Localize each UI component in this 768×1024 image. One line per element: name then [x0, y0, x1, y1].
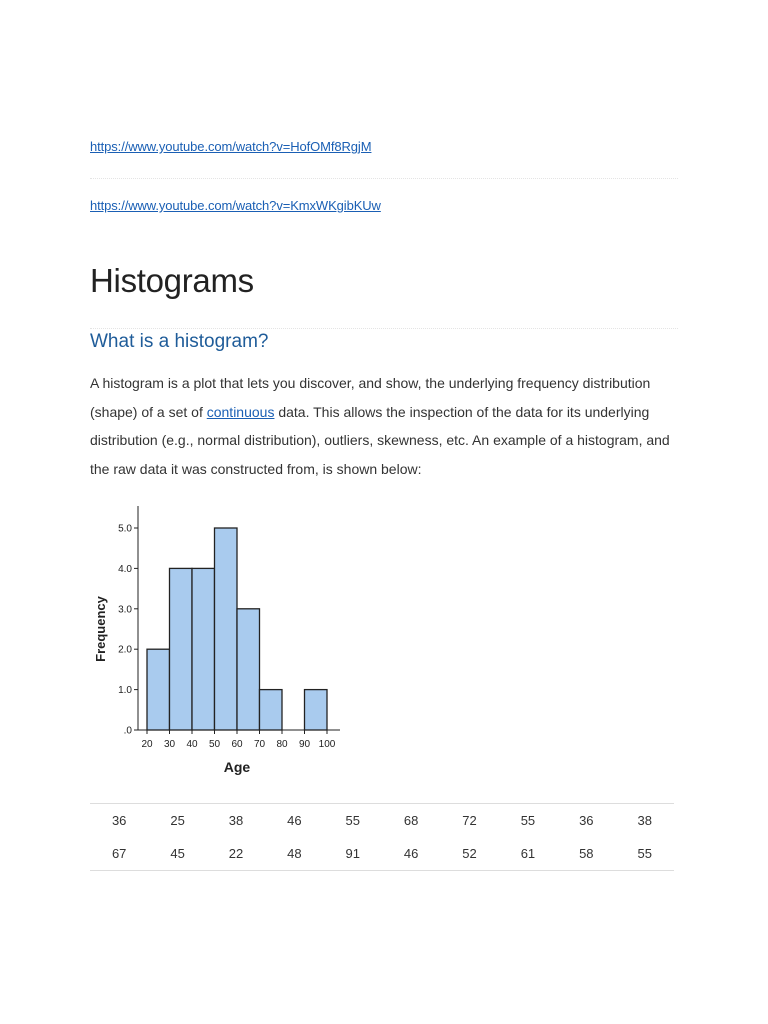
y-tick-label: .0 [123, 725, 132, 737]
x-tick-label: 50 [208, 739, 221, 750]
table-cell: 52 [462, 846, 477, 861]
table-cell: 38 [637, 813, 652, 828]
x-tick-label: 40 [186, 739, 198, 750]
table-cell: 46 [403, 846, 419, 861]
table-cell: 58 [579, 846, 594, 861]
y-tick-label: 3.0 [118, 604, 132, 616]
table-cell: 22 [228, 846, 244, 861]
section-heading: What is a histogram? [90, 331, 269, 352]
table-cell: 36 [111, 813, 127, 828]
continuous-link[interactable]: continuous [206, 403, 275, 420]
intro-paragraph [90, 369, 690, 483]
table-cell: 55 [345, 813, 360, 828]
raw-data-table [90, 803, 674, 871]
table-row [90, 837, 674, 871]
divider [90, 178, 678, 179]
y-tick-label: 4.0 [118, 563, 132, 575]
table-cell: 38 [228, 813, 244, 828]
histogram-bar [237, 609, 260, 730]
histogram-bar [147, 649, 170, 730]
table-cell: 48 [287, 846, 302, 861]
x-tick-label: 100 [318, 739, 336, 750]
histogram-bar [215, 528, 238, 730]
histogram-bar [192, 568, 215, 730]
youtube-link-2[interactable]: https://www.youtube.com/watch?v=KmxWKgibKUw [90, 198, 381, 213]
histogram-bar [305, 690, 328, 730]
intro-text-after: data. This allows the inspection of the data for its underlying distribution (e.g., normal distribution), outliers, skewness, etc. An example of a histogram, and the raw data it was constructed from, is shown below: [90, 403, 670, 477]
x-tick-label: 80 [276, 739, 288, 750]
divider [90, 328, 678, 329]
table-cell: 91 [345, 846, 360, 861]
table-cell: 67 [111, 846, 127, 861]
histogram-bar [170, 568, 193, 730]
y-tick-label: 1.0 [118, 685, 132, 697]
x-tick-label: 20 [141, 739, 153, 750]
page-title: Histograms [90, 262, 254, 299]
histogram-chart [88, 500, 348, 785]
x-tick-label: 60 [231, 739, 243, 750]
x-tick-label: 30 [163, 739, 176, 750]
y-axis-label: Frequency [93, 596, 108, 662]
x-axis-label: Age [223, 759, 251, 775]
youtube-link-1[interactable]: https://www.youtube.com/watch?v=HofOMf8RgjM [90, 139, 372, 154]
x-tick-label: 70 [253, 739, 266, 750]
y-tick-label: 2.0 [118, 644, 132, 656]
y-tick-label: 5.0 [118, 523, 132, 535]
x-tick-label: 90 [298, 739, 311, 750]
table-cell: 25 [170, 813, 185, 828]
table-cell: 72 [462, 813, 477, 828]
table-cell: 68 [403, 813, 419, 828]
table-cell: 61 [520, 846, 536, 861]
table-cell: 45 [170, 846, 185, 861]
table-cell: 36 [579, 813, 594, 828]
table-row [90, 804, 674, 838]
intro-text-before: A histogram is a plot that lets you discover, and show, the underlying frequency distribution (shape) of a set of [90, 375, 651, 420]
histogram-bar [260, 690, 283, 730]
table-cell: 46 [287, 813, 302, 828]
table-cell: 55 [520, 813, 536, 828]
table-cell: 55 [637, 846, 652, 861]
